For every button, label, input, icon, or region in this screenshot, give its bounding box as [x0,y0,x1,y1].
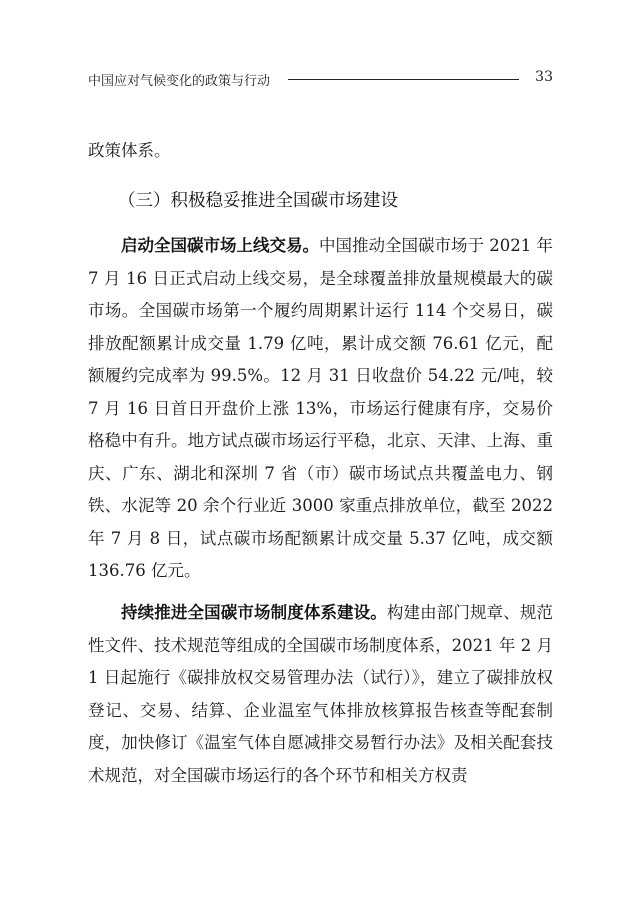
paragraph-carbon-market-system [88,597,553,792]
page-header [88,68,553,92]
header-title: 中国应对气候变化的政策与行动 [88,74,271,89]
paragraph-carbon-market-launch [88,230,553,588]
paragraph-lead: 持续推进全国碳市场制度体系建设。 [121,603,387,622]
paragraph-body: 构建由部门规章、规范性文件、技术规范等组成的全国碳市场制度体系，2021 年 2 月 1 日起施行《碳排放权交易管理办法（试行）》，建立了碳排放权登记、交易、结算、企业温室气体排放核算报告核查等配套制度，加快修订《温室气体自愿减排交易暂行办法》及相关配套技术规范，对全国碳市场运行的各个环节和相关方权责 [88,603,554,785]
section-heading: （三）积极稳妥推进全国碳市场建设 [118,191,398,211]
page-number: 33 [535,69,553,85]
paragraph-body: 中国推动全国碳市场于 2021 年 7 月 16 日正式启动上线交易，是全球覆盖排放量规模最大的碳市场。全国碳市场第一个履约周期累计运行 114 个交易日，碳排放配额累计成交量 1.79 亿吨，累计成交额 76.61 亿元，配额履约完成率为 99.5%。12 月 31 日收盘价 54.22 元/吨，较 7 月 16 日首日开盘价上涨 13%，市场运行健康有序，交易价格稳中有升。地方试点碳市场运行平稳，北京、天津、上海、重庆、广东、湖北和深圳 7 省（市）碳市场试点共覆盖电力、钢铁、水泥等 20 余个行业近 3000 家重点排放单位，截至 2022 年 7 月 8 日，试点碳市场配额累计成交量 5.37 亿吨，成交额 136.76 亿元。 [88,236,554,580]
paragraph-lead: 启动全国碳市场上线交易。 [121,236,320,255]
header-rule [288,79,519,80]
continued-paragraph: 政策体系。 [88,141,171,160]
